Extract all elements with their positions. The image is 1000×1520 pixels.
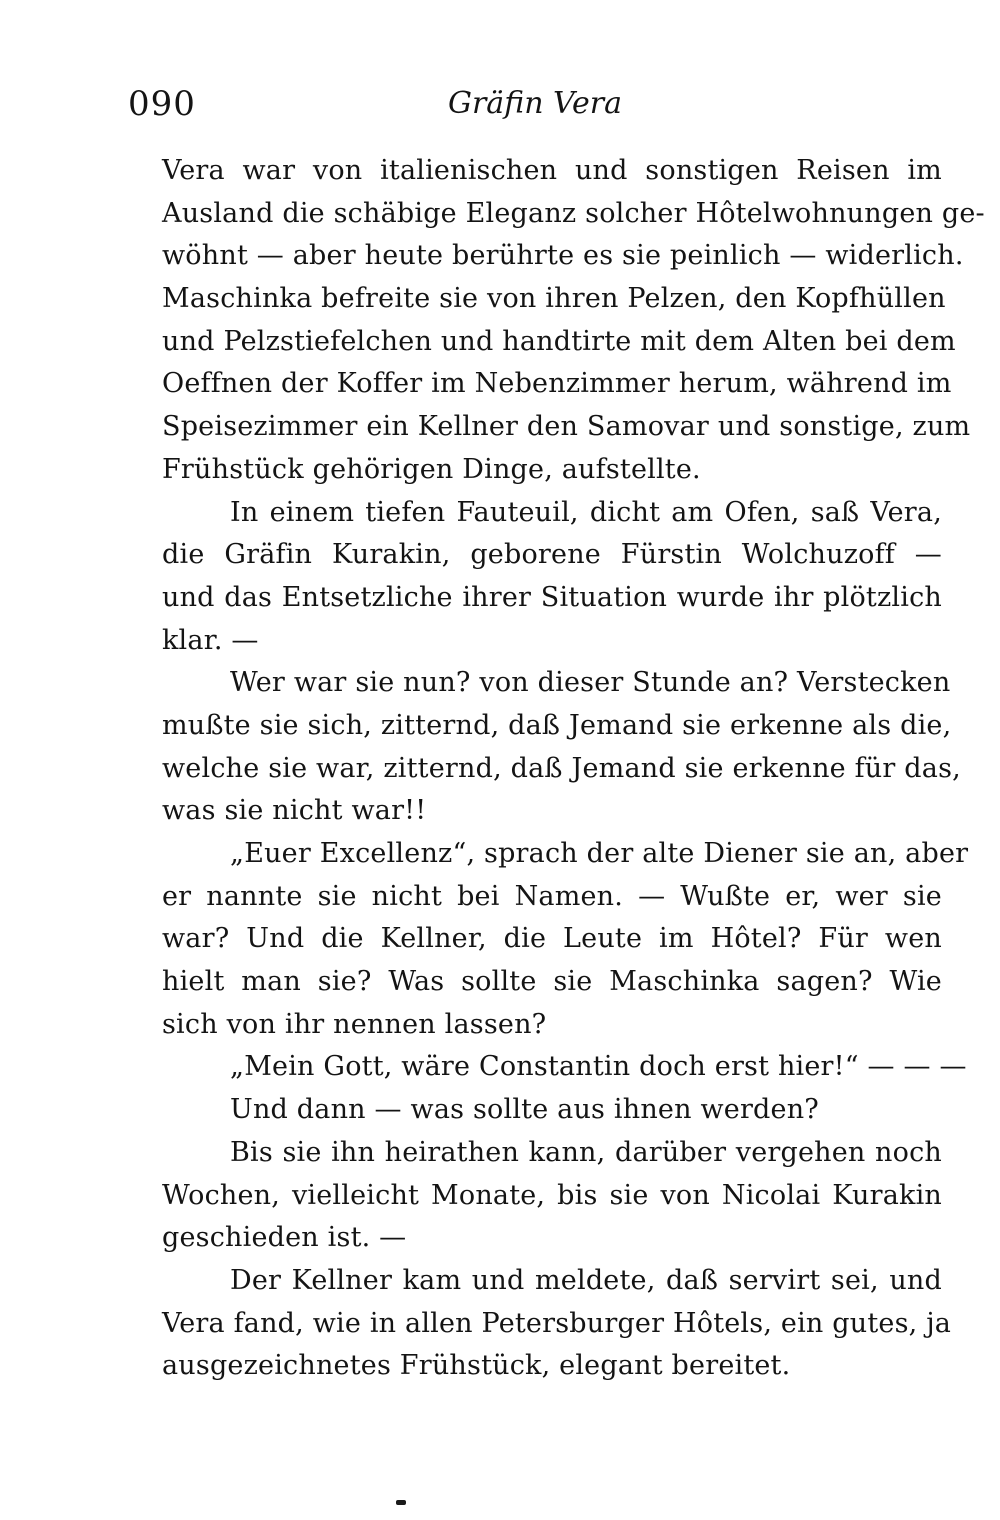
text-line: sich von ihr nennen lassen?: [162, 1008, 547, 1040]
page-number: 090: [128, 84, 196, 124]
text-line: mußte sie sich, zitternd, daß Jemand sie erkenne als die,: [162, 709, 952, 741]
page-header: [128, 80, 948, 130]
text-line: Frühstück gehörigen Dinge, aufstellte.: [162, 453, 701, 485]
text-line: geschieden ist. —: [162, 1222, 407, 1254]
text-line: Vera fand, wie in allen Petersburger Hôtels, ein gutes, ja: [162, 1307, 952, 1339]
text-line: In einem tiefen Fauteuil, dicht am Ofen, saß Vera,: [230, 496, 942, 528]
text-line: was sie nicht war!!: [162, 795, 427, 827]
text-line: „Euer Excellenz“, sprach der alte Diener sie an, aber: [230, 838, 969, 869]
text-line: Maschinka befreite sie von ihren Pelzen, den Kopfhüllen: [162, 283, 946, 315]
text-line: er nannte sie nicht bei Namen. — Wußte er, wer sie: [162, 880, 942, 912]
text-line: Bis sie ihn heirathen kann, darüber vergehen noch: [230, 1136, 942, 1168]
text-line: und Pelzstiefelchen und handtirte mit dem Alten bei dem: [162, 325, 956, 357]
text-line: wöhnt — aber heute berührte es sie peinlich — widerlich.: [162, 240, 964, 272]
text-line: Wer war sie nun? von dieser Stunde an? Verstecken: [230, 667, 951, 699]
text-line: war? Und die Kellner, die Leute im Hôtel? Für wen: [162, 923, 942, 955]
text-line: Vera war von italienischen und sonstigen Reisen im: [162, 155, 942, 186]
text-line: Ausland die schäbige Eleganz solcher Hôtelwohnungen ge-: [162, 197, 985, 229]
text-line: die Gräfin Kurakin, geborene Fürstin Wolchuzoff —: [162, 539, 942, 571]
text-line: Der Kellner kam und meldete, daß servirt sei, und: [230, 1264, 942, 1296]
text-line: welche sie war, zitternd, daß Jemand sie erkenne für das,: [162, 752, 961, 784]
text-line: Speisezimmer ein Kellner den Samovar und sonstige, zum: [162, 411, 971, 443]
text-line: und das Entsetzliche ihrer Situation wurde ihr plötzlich: [162, 581, 942, 613]
running-head: Gräfin Vera: [448, 86, 622, 121]
text-line: Oeffnen der Koffer im Nebenzimmer herum, während im: [162, 368, 952, 400]
body-text: [162, 150, 985, 1388]
text-line: ausgezeichnetes Frühstück, elegant bereitet.: [162, 1350, 791, 1382]
text-line: klar. —: [162, 624, 259, 656]
text-line: Wochen, vielleicht Monate, bis sie von Nicolai Kurakin: [162, 1179, 942, 1211]
text-line: hielt man sie? Was sollte sie Maschinka sagen? Wie: [162, 966, 942, 998]
ink-speck: [396, 1500, 406, 1505]
text-line: Und dann — was sollte aus ihnen werden?: [230, 1094, 819, 1126]
text-line: „Mein Gott, wäre Constantin doch erst hier!“ — — —: [230, 1051, 967, 1083]
